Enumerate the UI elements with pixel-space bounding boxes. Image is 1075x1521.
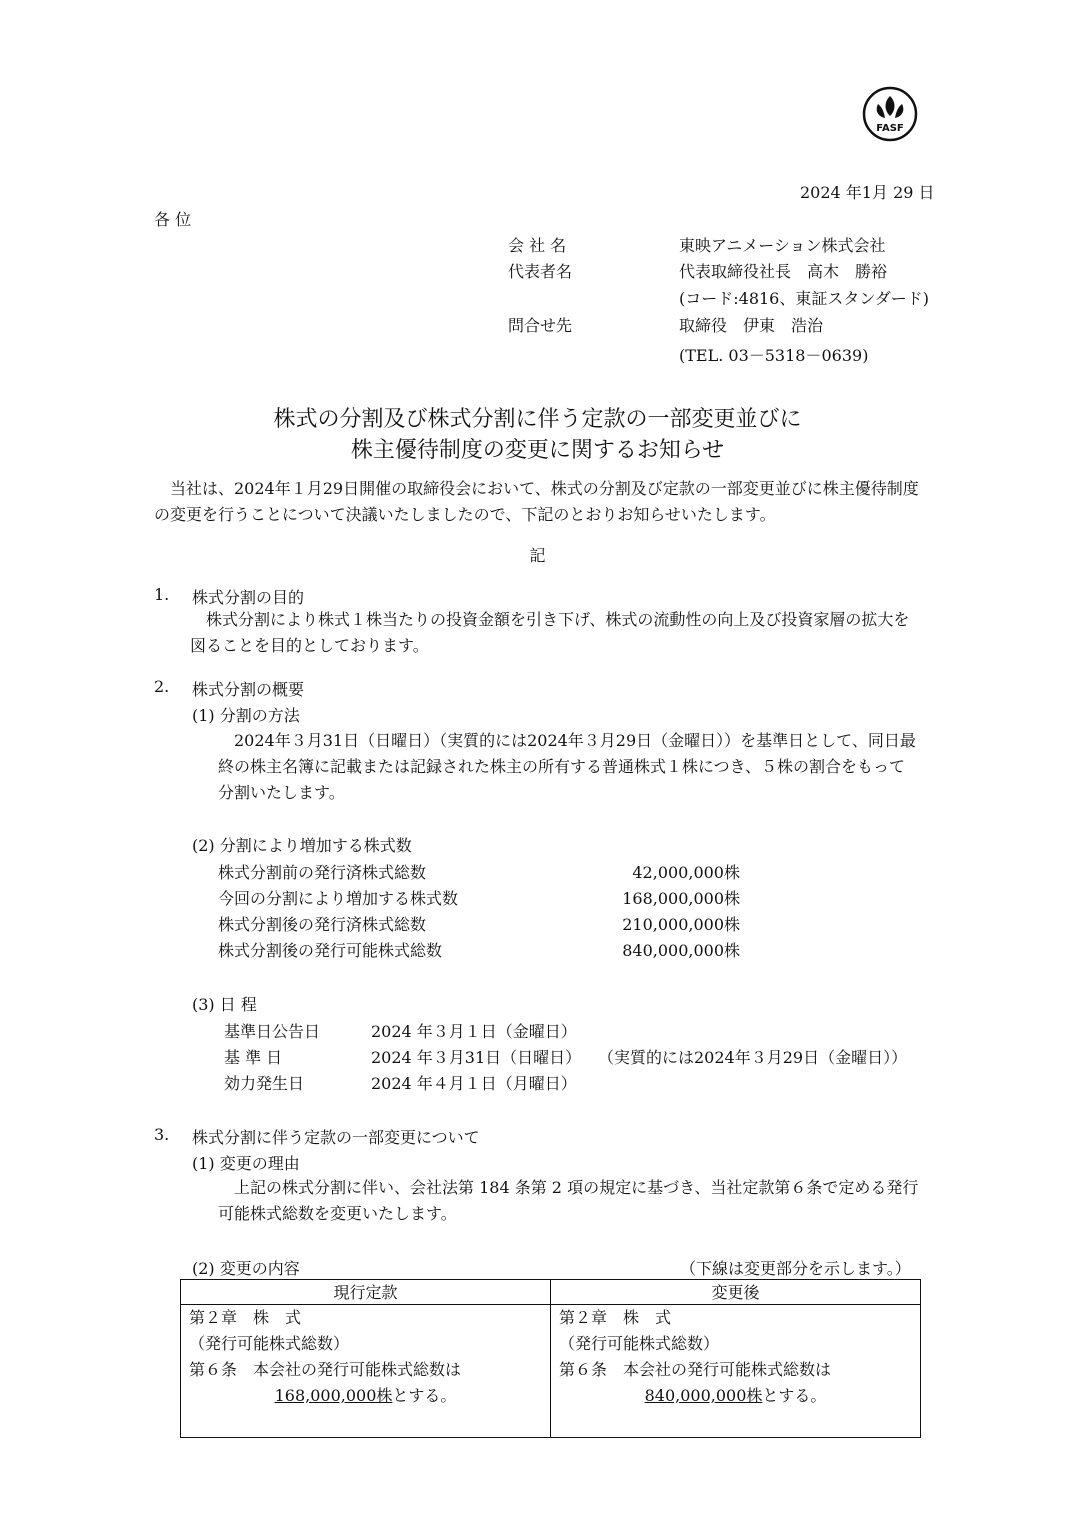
shares-label: 株式分割後の発行済株式総数 xyxy=(218,915,427,934)
current-articles-cell xyxy=(181,1305,551,1438)
current-amount-line xyxy=(189,1383,542,1409)
shares-value: 210,000,000株 xyxy=(622,915,740,934)
current-article: 第６条 本会社の発行可能株式総数は xyxy=(189,1360,462,1379)
table-row xyxy=(181,1305,921,1438)
after-tail: とする。 xyxy=(762,1386,827,1405)
table-header-row xyxy=(181,1280,921,1305)
section2-sub1-heading: (1) 分割の方法 xyxy=(192,706,300,725)
current-tail: とする。 xyxy=(392,1386,457,1405)
fasf-logo xyxy=(858,86,922,142)
page-title-line1: 株式の分割及び株式分割に伴う定款の一部変更並びに xyxy=(273,407,802,432)
after-article: 第６条 本会社の発行可能株式総数は xyxy=(559,1360,832,1379)
section2-heading: 株式分割の概要 xyxy=(192,680,305,699)
section3-heading: 株式分割に伴う定款の一部変更について xyxy=(192,1128,480,1147)
schedule-date: 2024 年３月31日（日曜日） xyxy=(371,1048,582,1067)
section3-sub2-heading: (2) 変更の内容 xyxy=(192,1259,300,1278)
column-header-current: 現行定款 xyxy=(181,1280,551,1305)
addressee: 各 位 xyxy=(154,210,192,229)
schedule-label: 基 準 日 xyxy=(224,1048,283,1067)
representative-label: 代表者名 xyxy=(508,262,573,281)
shares-value: 840,000,000株 xyxy=(622,941,740,960)
stock-code: (コード:4816、東証スタンダード) xyxy=(679,289,929,308)
amended-articles-cell xyxy=(551,1305,921,1438)
schedule-label: 効力発生日 xyxy=(224,1074,305,1093)
contact-tel: (TEL. 03－5318－0639) xyxy=(679,346,869,365)
ki-mark: 記 xyxy=(529,546,546,565)
svg-text:FASF: FASF xyxy=(876,123,904,134)
column-header-after: 変更後 xyxy=(551,1280,921,1305)
schedule-date: 2024 年３月１日（金曜日） xyxy=(371,1022,577,1041)
current-amount: 168,000,000株 xyxy=(274,1386,393,1405)
section3-sub1-heading: (1) 変更の理由 xyxy=(192,1154,300,1173)
schedule-note: （実質的には2024年３月29日（金曜日）） xyxy=(598,1048,908,1067)
section3-number: 3. xyxy=(154,1125,170,1144)
shares-value: 42,000,000株 xyxy=(632,863,740,882)
company-name-label: 会 社 名 xyxy=(508,236,567,255)
shares-label: 株式分割後の発行可能株式総数 xyxy=(218,941,443,960)
section1-number: 1. xyxy=(154,585,170,604)
shares-label: 株式分割前の発行済株式総数 xyxy=(218,863,427,882)
articles-amendment-table xyxy=(180,1279,921,1438)
shares-value: 168,000,000株 xyxy=(622,889,740,908)
after-amount: 840,000,000株 xyxy=(644,1386,763,1405)
section2-sub2-heading: (2) 分割により増加する株式数 xyxy=(192,836,412,855)
current-chapter: 第２章 株 式 xyxy=(189,1308,302,1327)
section1-heading: 株式分割の目的 xyxy=(192,588,305,607)
fasf-seal-icon xyxy=(858,86,922,142)
representative: 代表取締役社長 高木 勝裕 xyxy=(679,262,888,281)
after-caption: （発行可能株式総数） xyxy=(559,1334,720,1353)
intro-paragraph: 当社は、2024年１月29日開催の取締役会において、株式の分割及び定款の一部変更並びに株主優待制度の変更を行うことについて決議いたしましたので、下記のとおりお知らせいたします。 xyxy=(154,479,919,524)
page-title-line2: 株主優待制度の変更に関するお知らせ xyxy=(350,438,725,463)
current-caption: （発行可能株式総数） xyxy=(189,1334,350,1353)
underline-note: （下線は変更部分を示します。） xyxy=(680,1259,911,1278)
section2-sub3-heading: (3) 日 程 xyxy=(192,995,257,1014)
shares-label: 今回の分割により増加する株式数 xyxy=(218,889,459,908)
section1-body: 株式分割により株式１株当たりの投資金額を引き下げ、株式の流動性の向上及び投資家層の拡大を図ることを目的としております。 xyxy=(190,610,910,655)
after-amount-line xyxy=(559,1383,912,1409)
after-chapter: 第２章 株 式 xyxy=(559,1308,672,1327)
section2-sub1-body: 2024年３月31日（日曜日）（実質的には2024年３月29日（金曜日））を基準日として、同日最終の株主名簿に記載または記録された株主の所有する普通株式１株につき、５株の割合をもって分割いたします。 xyxy=(218,731,916,802)
schedule-date: 2024 年４月１日（月曜日） xyxy=(371,1074,577,1093)
section2-number: 2. xyxy=(154,677,170,696)
contact-person: 取締役 伊東 浩治 xyxy=(679,316,824,335)
company-name: 東映アニメーション株式会社 xyxy=(679,236,886,255)
schedule-label: 基準日公告日 xyxy=(224,1022,321,1041)
contact-label: 問合せ先 xyxy=(508,316,573,335)
section3-sub1-body: 上記の株式分割に伴い、会社法第 184 条第 2 項の規定に基づき、当社定款第６条で定める発行可能株式総数を変更いたします。 xyxy=(218,1178,919,1223)
document-date: 2024 年1月 29 日 xyxy=(800,183,935,202)
